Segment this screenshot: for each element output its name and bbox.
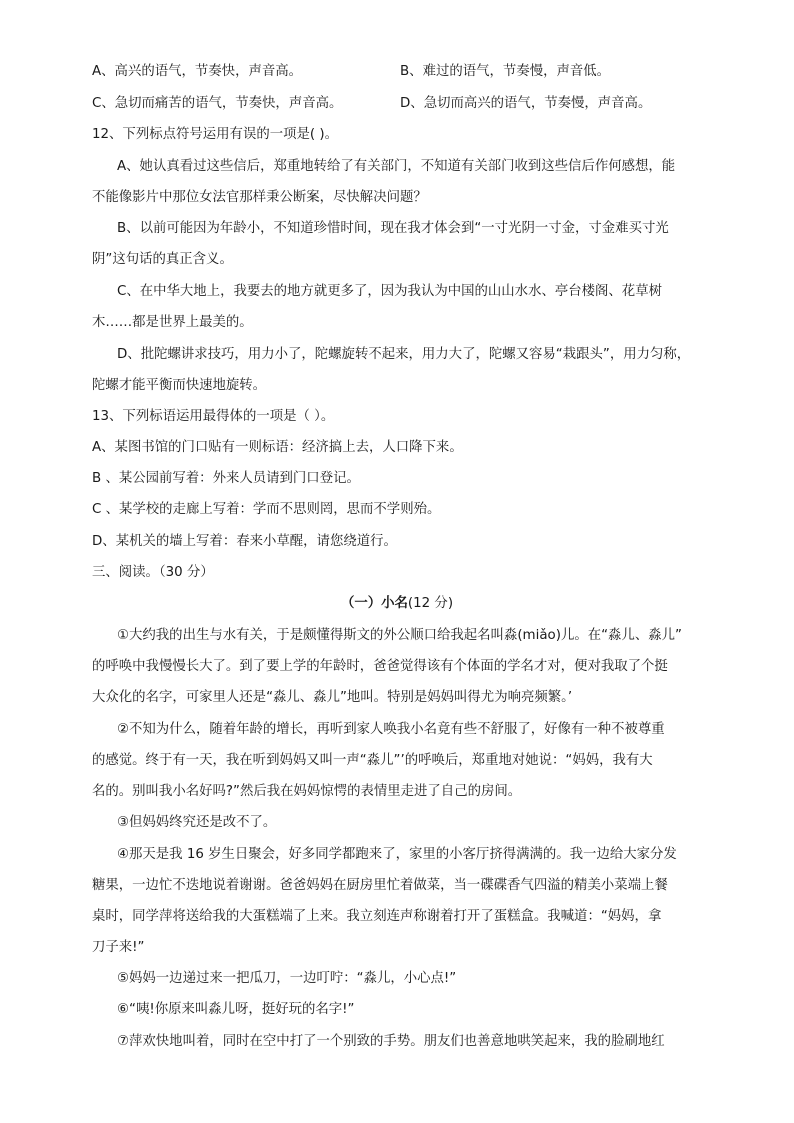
- q13-option-a: A、某图书馆的门口贴有一则标语：经济搞上去，人口降下来。: [92, 440, 463, 455]
- paragraph-4-line3: 桌时，同学萍将送给我的大蛋糕端了上来。我立刻连声称谢着打开了蛋糕盒。我喊道：“妈妈，拿: [92, 909, 662, 924]
- passage-title-score: (12 分): [407, 596, 454, 611]
- paragraph-6: ⑥“咦!你原来叫淼儿呀，挺好玩的名字!”: [117, 1002, 355, 1017]
- q12-option-c-line1: C、在中华大地上，我要去的地方就更多了，因为我认为中国的山山水水、亭台楼阁、花草树: [117, 284, 662, 299]
- q12-option-a-line2: 不能像影片中那位女法官那样秉公断案，尽快解决问题？: [92, 190, 427, 205]
- q13-stem: 13、下列标语运用最得体的一项是（ ）。: [92, 409, 335, 424]
- paragraph-1-line2: 的呼唤中我慢慢长大了。到了要上学的年龄时，爸爸觉得该有个体面的学名才对，便对我取了个挺: [92, 659, 668, 674]
- q11-option-a: A、高兴的语气，节奏快，声音高。: [92, 64, 303, 79]
- q12-stem: 12、下列标点符号运用有误的一项是( )。: [92, 127, 338, 142]
- paragraph-2-line2: 的感觉。终于有一天，我在听到妈妈又叫一声“淼儿”’的呼唤后，郑重地对她说：“妈妈，我有大: [92, 753, 653, 768]
- q12-option-d-line1: D、批陀螺讲求技巧，用力小了，陀螺旋转不起来，用力大了，陀螺又容易“栽跟头”，用力匀称，: [117, 347, 691, 362]
- q13-option-c: C 、某学校的走廊上写着：学而不思则罔，思而不学则殆。: [92, 502, 441, 517]
- q11-option-d: D、急切而高兴的语气，节奏慢，声音高。: [400, 96, 652, 111]
- passage-title-text: （一）小名: [340, 596, 408, 611]
- q12-option-c-line2: 木……都是世界上最美的。: [92, 315, 253, 330]
- q12-option-b-line1: B、以前可能因为年龄小，不知道珍惜时间，现在我才体会到“一寸光阴一寸金，寸金难买寸光: [117, 221, 669, 236]
- paragraph-2-line3: 名的。别叫我小名好吗?”然后我在妈妈惊愕的表情里走进了自己的房间。: [92, 784, 522, 799]
- paragraph-4-line2: 糖果，一边忙不迭地说着谢谢。爸爸妈妈在厨房里忙着做菜，当一碟碟香气四溢的精美小菜端上餐: [92, 878, 668, 893]
- q11-option-b: B、难过的语气，节奏慢，声音低。: [400, 64, 611, 79]
- paragraph-3: ③但妈妈终究还是改不了。: [117, 815, 277, 830]
- paragraph-2-line1: ②不知为什么，随着年龄的增长，再听到家人唤我小名竟有些不舒服了，好像有一种不被尊重: [117, 722, 665, 737]
- q12-option-d-line2: 陀螺才能平衡而快速地旋转。: [92, 378, 267, 393]
- section-heading: 三、阅读。（30 分）: [92, 565, 214, 580]
- paragraph-1-line1: ①大约我的出生与水有关，于是颇懂得斯文的外公顺口给我起名叫淼(miǎo)儿。在“淼儿、淼儿”: [117, 628, 682, 643]
- paragraph-7-line1: ⑦萍欢快地叫着，同时在空中打了一个别致的手势。朋友们也善意地哄笑起来，我的脸刷地红: [117, 1034, 665, 1049]
- paragraph-4-line4: 刀子来!”: [92, 940, 145, 955]
- q13-option-d: D、某机关的墙上写着：春来小草醒，请您绕道行。: [92, 534, 397, 549]
- q11-option-c: C、急切而痛苦的语气，节奏快，声音高。: [92, 96, 343, 111]
- paragraph-1-line3: 大众化的名字，可家里人还是“淼儿、淼儿”地叫。特别是妈妈叫得尤为响亮频繁。’: [92, 690, 573, 705]
- q12-option-b-line2: 阴”这句话的真正含义。: [92, 252, 233, 267]
- q12-option-a-line1: A、她认真看过这些信后，郑重地转给了有关部门，不知道有关部门收到这些信后作何感想，能: [117, 159, 676, 174]
- paragraph-5: ⑤妈妈一边递过来一把瓜刀，一边叮咛：“淼儿，小心点!”: [117, 971, 457, 986]
- paragraph-4-line1: ④那天是我 16 岁生日聚会，好多同学都跑来了，家里的小客厅挤得满满的。我一边给大家分发: [117, 847, 677, 862]
- passage-title: [0, 594, 794, 614]
- q13-option-b: B 、某公园前写着：外来人员请到门口登记。: [92, 471, 360, 486]
